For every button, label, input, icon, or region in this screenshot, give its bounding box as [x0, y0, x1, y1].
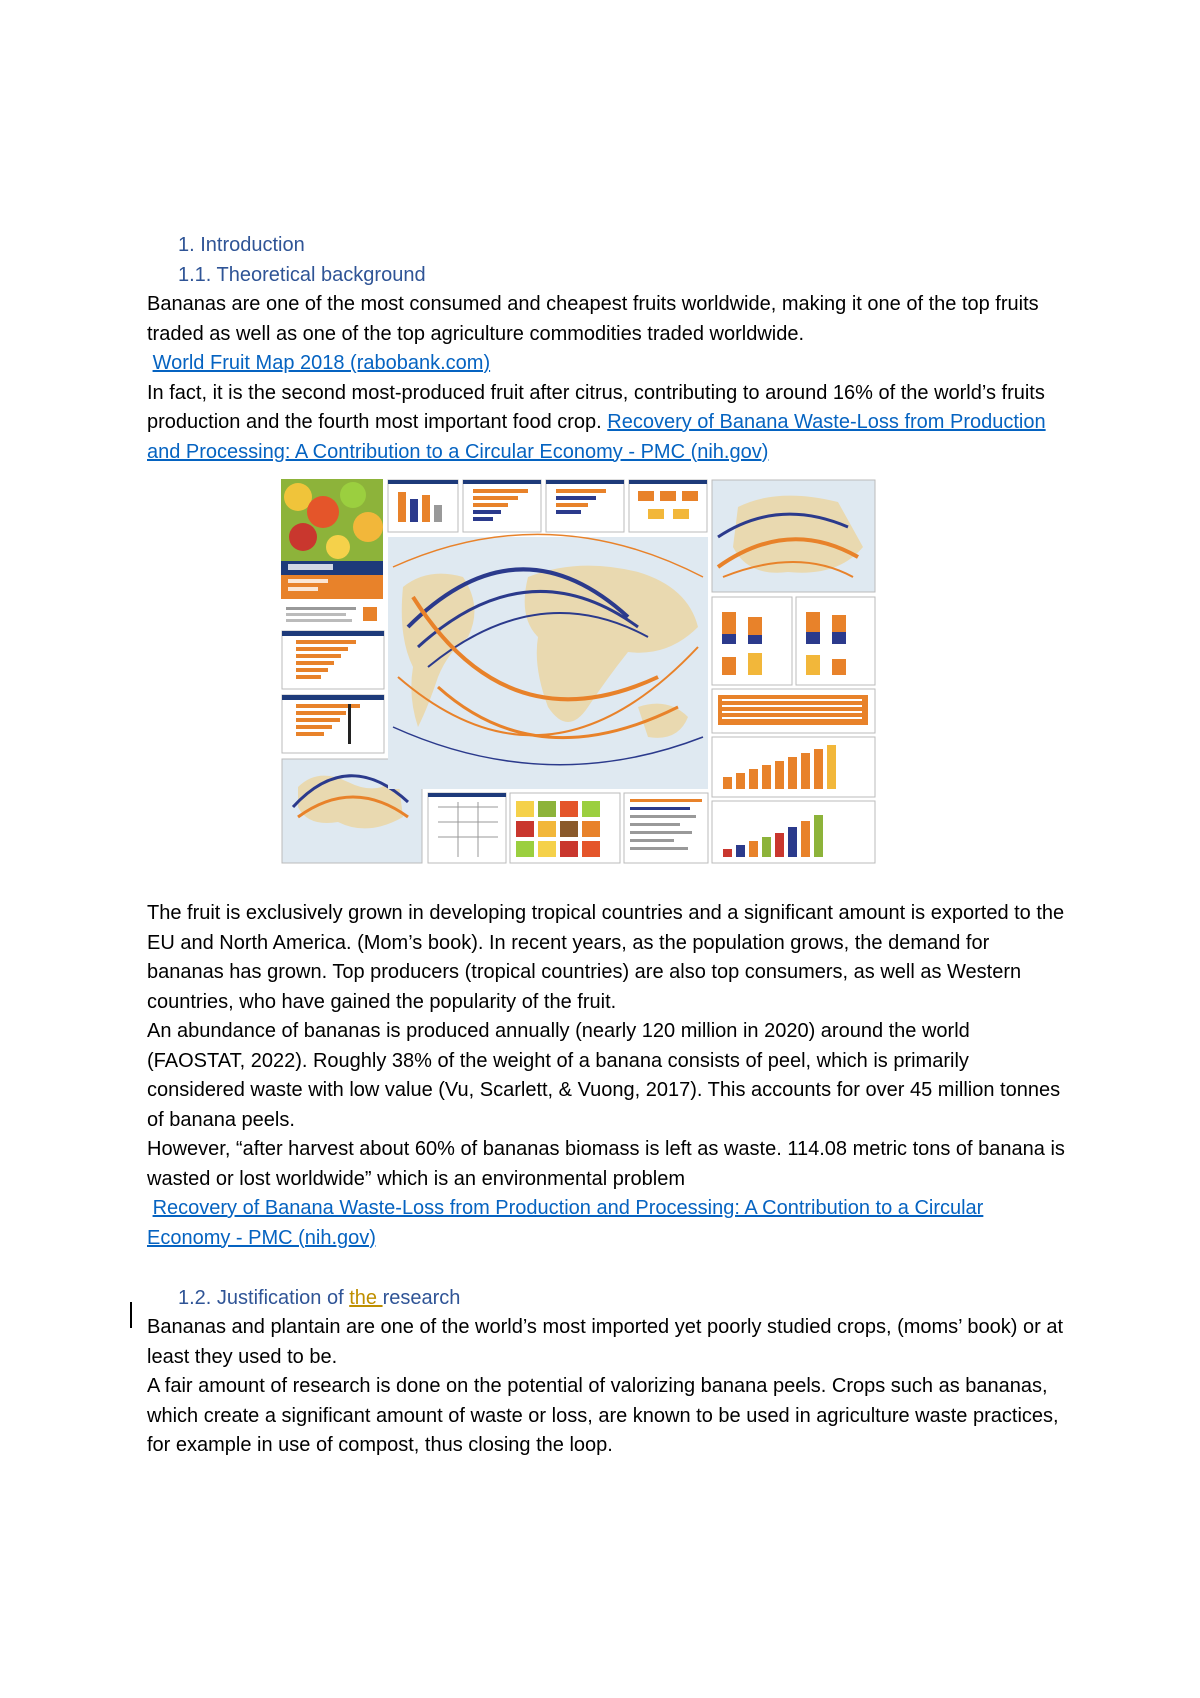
heading-theoretical-background: 1.1. Theoretical background	[178, 264, 426, 286]
link-paragraph-3	[147, 1194, 1067, 1253]
link-paragraph-1	[147, 349, 1067, 379]
world-fruit-map-figure	[278, 477, 878, 865]
paragraph-intro: Bananas are one of the most consumed and cheapest fruits worldwide, making it one of the top fruits traded as well as one of the top agriculture commodities traded worldwide.	[147, 293, 1039, 345]
paragraph-production-stats: An abundance of bananas is produced annually (nearly 120 million in 2020) around the world (FAOSTAT, 2022). Roughly 38% of the weight of a banana consists of peel, which is primarily considered waste with low value (Vu, Scarlett, & Vuong, 2017). This accounts for over 45 million tonnes of banana peels.	[147, 1020, 1061, 1131]
paragraph-second-fruit-text: In fact, it is the second most-produced fruit after citrus, contributing to around 16% of the world’s fruits production and the fourth most important food crop.	[147, 381, 1045, 433]
document-body	[147, 230, 1067, 1461]
text-cursor	[130, 1302, 132, 1328]
heading-justification-prefix: 1.2. Justification of	[178, 1287, 350, 1309]
heading-justification	[147, 1283, 1067, 1313]
paragraph-plantain: Bananas and plantain are one of the world’s most imported yet poorly studied crops, (moms’ book) or at least they used to be.	[147, 1316, 1064, 1368]
paragraph-waste-quote: However, “after harvest about 60% of bananas biomass is left as waste. 114.08 metric tons of banana is wasted or lost worldwide” which is an environmental problem	[147, 1138, 1065, 1190]
paragraph-valorizing-peels: A fair amount of research is done on the potential of valorizing banana peels. Crops such as bananas, which create a significant amount of waste or loss, are known to be used in agriculture waste practices, for example in use of compost, thus closing the loop.	[147, 1375, 1059, 1456]
link-recovery-banana-2[interactable]: Recovery of Banana Waste-Loss from Production and Processing: A Contribution to a Circular Economy - PMC (nih.gov)	[147, 1197, 984, 1249]
tracked-change-the[interactable]: the	[349, 1287, 383, 1309]
heading-justification-suffix: research	[382, 1287, 461, 1309]
link-recovery-banana-1[interactable]: Recovery of Banana Waste-Loss from Production and Processing: A Contribution to a Circular Economy - PMC (nih.gov)	[147, 411, 1046, 463]
heading-introduction: 1. Introduction	[178, 234, 305, 256]
link-world-fruit-map[interactable]: World Fruit Map 2018 (rabobank.com)	[152, 352, 491, 374]
paragraph-tropical-countries: The fruit is exclusively grown in developing tropical countries and a significant amount is exported to the EU and North America. (Mom’s book). In recent years, as the population grows, the demand for bananas has grown. Top producers (tropical countries) are also top consumers, as well as Western countries, who have gained the popularity of the fruit.	[147, 902, 1065, 1013]
paragraph-second-fruit	[147, 379, 1067, 468]
